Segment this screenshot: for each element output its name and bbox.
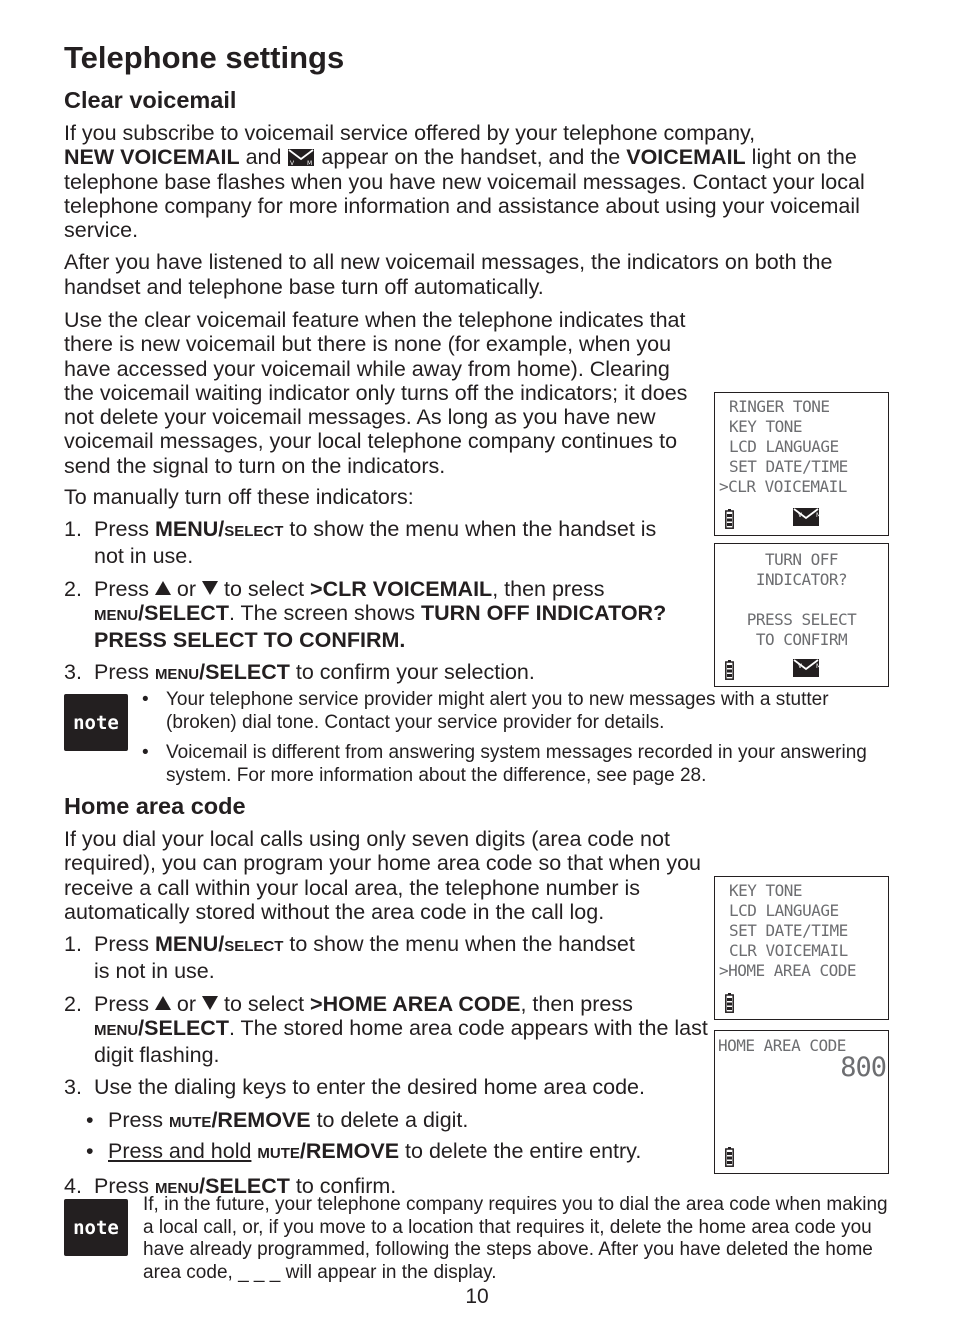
home-area-code-option: >HOME AREA CODE (310, 991, 521, 1016)
lcd-line (715, 590, 888, 610)
text: Press (94, 1174, 155, 1199)
text: Press (108, 1107, 169, 1132)
lcd-screen-home-menu (714, 876, 889, 1020)
voicemail-envelope-icon (287, 148, 315, 167)
menu-key-label: MENU (94, 606, 139, 624)
text: . The stored home area code appears with the last digit flashing. (94, 1015, 708, 1068)
lcd-status-icons (721, 656, 882, 680)
lcd-status-icons (721, 505, 882, 529)
home-area-code-steps (64, 932, 709, 1202)
text: Press (94, 991, 155, 1016)
step-3 (64, 660, 664, 687)
lcd-line: TO CONFIRM (755, 630, 848, 649)
step-number: 4. (64, 1174, 82, 1199)
voicemail-light-label: VOICEMAIL (626, 145, 746, 170)
step-2 (64, 992, 709, 1068)
select-key-label: /SELECT (199, 660, 290, 685)
sub-bullet (86, 1139, 709, 1166)
lcd-line-selected: >CLR VOICEMAIL (719, 477, 847, 496)
step-number: 1. (64, 517, 82, 541)
new-voicemail-label: NEW VOICEMAIL (64, 145, 240, 170)
down-arrow-icon (202, 581, 218, 595)
lcd-line: LCD LANGUAGE (729, 437, 839, 456)
lcd-line: SET DATE/TIME (729, 457, 848, 476)
text: Press (94, 932, 155, 956)
battery-icon (725, 1147, 734, 1167)
sub-bullet (86, 1108, 709, 1135)
select-key-label: /SELECT (199, 1174, 290, 1199)
lcd-line: RINGER TONE (729, 397, 830, 416)
step-2 (64, 577, 689, 653)
text: to select (218, 576, 311, 601)
battery-icon (725, 660, 734, 680)
step-1 (64, 932, 654, 984)
text: to show the menu when the handset is not in use. (94, 517, 657, 569)
note-list-voicemail (140, 689, 900, 787)
text: Press (94, 517, 155, 541)
press-and-hold-text: Press and hold (108, 1139, 252, 1164)
lcd-line: KEY TONE (729, 881, 803, 900)
step-1 (64, 517, 664, 569)
text: to confirm. (289, 1174, 397, 1199)
lcd-line: HOME AREA CODE (718, 1036, 846, 1055)
svg-text:M: M (307, 160, 313, 168)
vm-label: V M (798, 663, 828, 670)
menu-key-label: MENU (154, 1180, 200, 1198)
paragraph-clear-feature-text: Use the clear voicemail feature when the telephone indicates that there is new voicemail but there is none (for example, when you have accessed your voicemail while away from home). Clearing the voicemail waiting indicator only turns off the indicators; it does not delete your voicemail messages. As long as you have new voicemail messages, your local telephone company continues to send the signal to turn on the indicators. (64, 308, 688, 478)
step-number: 3. (64, 1075, 82, 1100)
remove-key-label: /REMOVE (211, 1107, 311, 1132)
lcd-line-selected: >HOME AREA CODE (719, 961, 856, 980)
lcd-line: SET DATE/TIME (729, 921, 848, 940)
step-number: 2. (64, 576, 82, 601)
select-key-label: SELECT (224, 523, 284, 540)
text: appear on the handset, and the (315, 145, 627, 170)
note-badge: note (64, 1199, 128, 1256)
text: or (170, 576, 203, 601)
mute-key-label: MUTE (257, 1145, 300, 1163)
home-area-code-intro: If you dial your local calls using only seven digits (area code not required), you can program your home area code so that when you receive a call within your local area, the telephone number is automatically stored without the area code in the call log. (64, 827, 702, 924)
text: to select (218, 991, 311, 1016)
remove-key-label: /REMOVE (299, 1139, 400, 1164)
select-key-label: SELECT (224, 938, 284, 955)
vm-label: V M (798, 512, 828, 519)
step-3 (64, 1075, 709, 1166)
section-heading-clear-voicemail: Clear voicemail (64, 87, 237, 113)
lcd-line: INDICATOR? (755, 570, 848, 589)
page-title: Telephone settings (64, 40, 345, 75)
section-heading-home-area-code: Home area code (64, 793, 246, 819)
text: to show the menu when the handset is not in use. (94, 932, 635, 984)
up-arrow-icon (155, 581, 171, 595)
lcd-line: KEY TONE (729, 417, 803, 436)
lcd-line: PRESS SELECT (746, 610, 857, 629)
up-arrow-icon (155, 996, 171, 1010)
lcd-screen-menu (714, 392, 889, 536)
paragraph-subscribe (64, 121, 894, 242)
clr-voicemail-option: >CLR VOICEMAIL (310, 576, 493, 601)
note-item: • Voicemail is different from answering system messages recorded in your answering system. For more information about the difference, see page 28. (140, 742, 900, 787)
text: , then press (520, 991, 633, 1016)
lcd-line: LCD LANGUAGE (729, 901, 839, 920)
text: to confirm your selection. (289, 660, 535, 685)
note-home-area-code: If, in the future, your telephone company requires you to dial the area code when making a local call, or, if you move to a location that requires it, delete the home area code you have already programmed, following the steps above. After you have deleted the home area code, _ _ _ will appear in the display. (143, 1194, 888, 1283)
paragraph-after-listened: After you have listened to all new voicemail messages, the indicators on both the handset and telephone base turn off automatically. (64, 250, 833, 299)
menu-key-label: MENU/ (154, 932, 225, 956)
clear-voicemail-intro (64, 121, 894, 307)
step-number: 3. (64, 660, 82, 685)
menu-key-label: MENU (94, 1021, 139, 1039)
battery-icon (725, 509, 734, 529)
menu-key-label: MENU (154, 666, 200, 684)
note-badge: note (64, 694, 128, 751)
clear-voicemail-steps (64, 517, 667, 688)
lcd-screen-turn-off (714, 543, 889, 687)
down-arrow-icon (202, 996, 218, 1010)
svg-text:V: V (290, 160, 295, 168)
select-key-label: /SELECT (138, 600, 229, 625)
mute-key-label: MUTE (168, 1113, 212, 1131)
text: Use the dialing keys to enter the desired home area code. (94, 1075, 645, 1100)
text: If you subscribe to voicemail service offered by your telephone company, (64, 121, 756, 145)
lcd-status-icons (721, 1143, 882, 1167)
text: to delete the entire entry. (399, 1139, 642, 1164)
page-number: 10 (465, 1285, 489, 1308)
lcd-status-icons (721, 989, 882, 1013)
text: Press (94, 576, 155, 601)
text: light on the telephone base flashes when you have new voicemail messages. Contact your local telephone company for more information and assistance about using your voicemail service. (64, 145, 865, 243)
step-number: 2. (64, 991, 82, 1016)
battery-icon (725, 993, 734, 1013)
lcd-line: CLR VOICEMAIL (729, 941, 848, 960)
screen-message: TURN OFF INDICATOR? PRESS SELECT TO CONFIRM. (94, 600, 667, 653)
lcd-screen-area-code-entry (714, 1030, 889, 1174)
area-code-digits: 800 (840, 1052, 886, 1083)
step-3-sub-bullets (86, 1108, 709, 1167)
text: . The screen shows (228, 600, 421, 625)
text: , then press (492, 576, 605, 601)
select-key-label: /SELECT (138, 1015, 229, 1040)
text: and (239, 145, 288, 170)
text: to delete a digit. (310, 1107, 469, 1132)
text: Press (94, 660, 155, 685)
lcd-line: TURN OFF (764, 550, 839, 569)
paragraph-manual: To manually turn off these indicators: (64, 485, 414, 509)
note-item: • Your telephone service provider might alert you to new messages with a stutter (broken) dial tone. Contact your service provider for details. (140, 689, 900, 734)
menu-key-label: MENU/ (154, 517, 225, 541)
step-number: 1. (64, 932, 82, 956)
text: or (170, 991, 203, 1016)
